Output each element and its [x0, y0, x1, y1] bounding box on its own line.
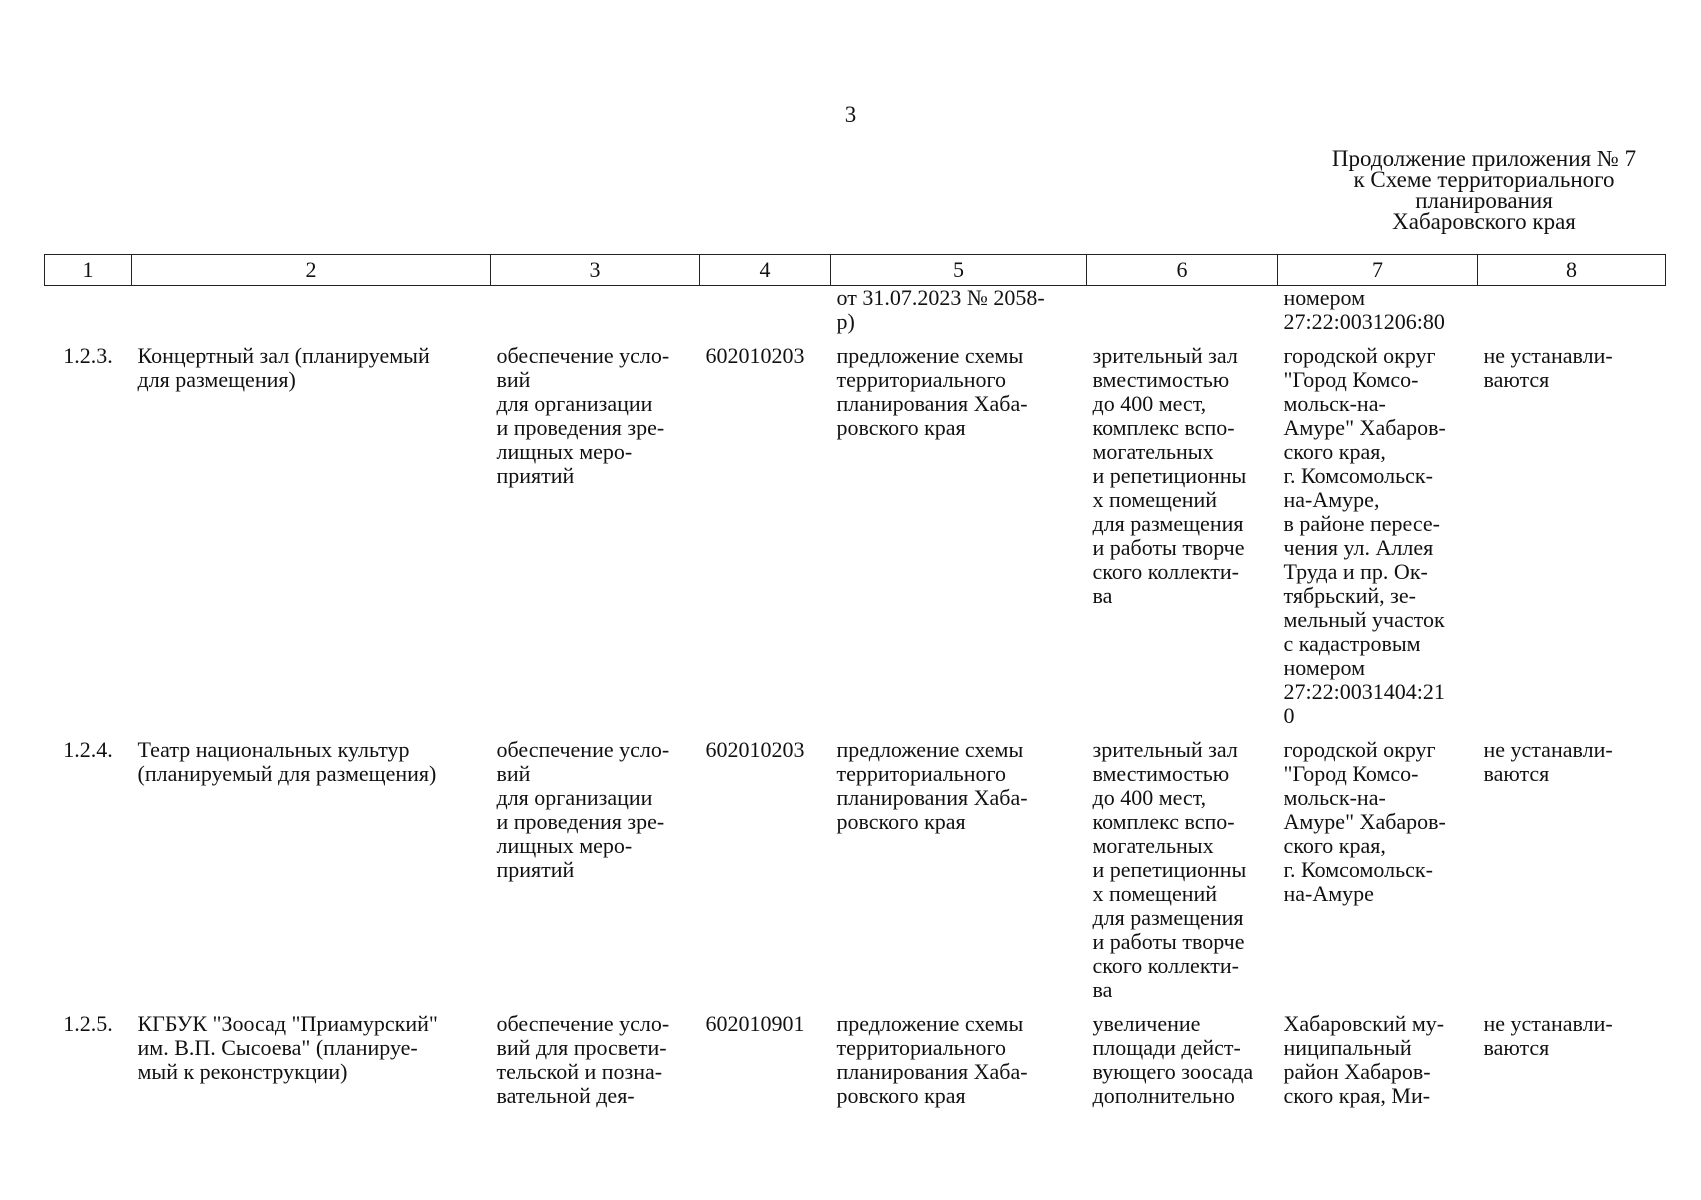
column-header: 7 — [1278, 255, 1478, 286]
table-cell: Концертный зал (планируемый для размещения) — [137, 343, 430, 392]
appendix-line-1: Продолжение приложения № 7 — [1331, 146, 1637, 171]
table-row — [45, 1002, 1666, 1108]
column-header: 5 — [831, 255, 1087, 286]
appendix-line-4: Хабаровского края — [1392, 209, 1576, 234]
column-header: 4 — [700, 255, 831, 286]
table-cell: увеличение площади дейст- вующего зоосада дополнительно — [1092, 1011, 1254, 1108]
table-cell: 1.2.5. — [63, 1011, 113, 1036]
table-cell: обеспечение усло- вий для организации и проведения зре- лищных меро- приятий — [496, 737, 670, 882]
table-cell — [1087, 286, 1278, 335]
table-cell: Театр национальных культур (планируемый для размещения) — [137, 737, 437, 786]
table-cell — [132, 286, 491, 335]
column-header: 8 — [1478, 255, 1666, 286]
table-cell: зрительный зал вместимостью до 400 мест, комплекс вспо- могательных и репетиционны х помещений для размещения и работы творче ского коллекти- ва — [1092, 343, 1247, 608]
continuation-row — [45, 286, 1666, 335]
table-cell: 602010203 — [705, 343, 805, 368]
table-cell: зрительный зал вместимостью до 400 мест, комплекс вспо- могательных и репетиционны х помещений для размещения и работы творче ского коллекти- ва — [1092, 737, 1247, 1002]
table-row — [45, 334, 1666, 728]
table-cell: 1.2.4. — [63, 737, 113, 762]
appendix-header — [1285, 148, 1683, 232]
table-cell: предложение схемы территориального планирования Хаба- ровского края — [836, 1011, 1028, 1108]
table-cell: городской округ "Город Комсо- мольск-на- Амуре" Хабаров- ского края, г. Комсомольск- на-Амуре — [1283, 737, 1446, 906]
table-cell — [1478, 286, 1666, 335]
table-cell — [45, 286, 132, 335]
table-cell: не устанавли- ваются — [1483, 737, 1613, 786]
appendix-line-3: планирования — [1415, 188, 1553, 213]
column-header: 3 — [491, 255, 700, 286]
column-header: 2 — [132, 255, 491, 286]
column-header: 6 — [1087, 255, 1278, 286]
table-cell: от 31.07.2023 № 2058- р) — [836, 285, 1045, 334]
table-cell: 1.2.3. — [63, 343, 113, 368]
table-cell: 602010901 — [705, 1011, 805, 1036]
table-cell: 602010203 — [705, 737, 805, 762]
table-cell: предложение схемы территориального планирования Хаба- ровского края — [836, 343, 1028, 440]
table-cell: обеспечение усло- вий для просвети- тельской и позна- вательной дея- — [496, 1011, 670, 1108]
table-cell: предложение схемы территориального планирования Хаба- ровского края — [836, 737, 1028, 834]
column-header: 1 — [45, 255, 132, 286]
table-row — [45, 728, 1666, 1002]
facilities-table — [44, 254, 1665, 1108]
table-cell: Хабаровский му- ниципальный район Хабаров- ского края, Ми- — [1283, 1011, 1445, 1108]
page-number: 3 — [844, 102, 857, 127]
table-cell: обеспечение усло- вий для организации и проведения зре- лищных меро- приятий — [496, 343, 670, 488]
table-cell — [700, 286, 831, 335]
header-row — [45, 255, 1666, 286]
table-cell: КГБУК "Зоосад "Приамурский" им. В.П. Сысоева" (планируе- мый к реконструкции) — [137, 1011, 438, 1084]
appendix-line-2: к Схеме территориального — [1353, 167, 1615, 192]
table-cell: номером 27:22:0031206:80 — [1283, 285, 1445, 334]
table-cell — [491, 286, 700, 335]
table-cell: не устанавли- ваются — [1483, 1011, 1613, 1060]
table-cell: не устанавли- ваются — [1483, 343, 1613, 392]
table-cell: городской округ "Город Комсо- мольск-на- Амуре" Хабаров- ского края, г. Комсомольск- на-Амуре, в районе пересе- чения ул. Аллея Труда и пр. Ок- тябрьский, зе- мельный участок с кадастровым номером 27:22:0031404:21 0 — [1283, 343, 1446, 728]
